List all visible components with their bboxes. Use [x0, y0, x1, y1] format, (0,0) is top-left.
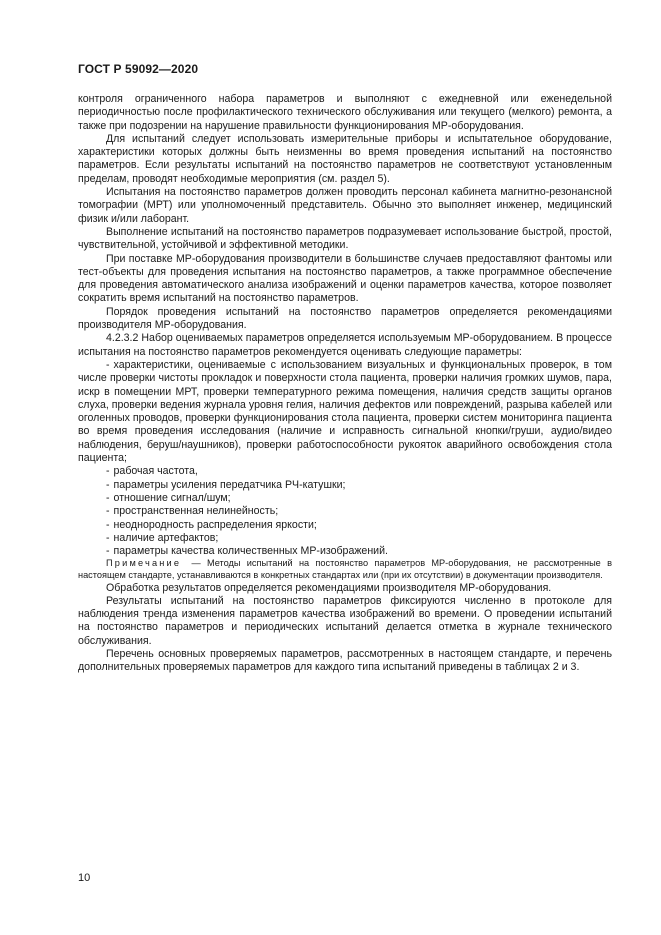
list-item — [78, 479, 612, 492]
paragraph: При поставке МР-оборудования производители в большинстве случаев предоставляют фантомы или тест-объекты для проведения испытания на постоянство параметров, а также программное обеспечение для проведения автоматического анализа изображений и оценки параметров качества, которое позволяет сократить время испытаний на постоянство параметров. — [78, 252, 612, 305]
document-body — [78, 93, 612, 675]
paragraph: контроля ограниченного набора параметров и выполняют с ежедневной или еженедельной периодичностью после профилактического технического обслуживания или текущего (мелкого) ремонта, а также при подозрении на нарушение правильности функционирования МР-оборудования. — [78, 93, 612, 132]
page-number: 10 — [78, 872, 91, 884]
list-item-text: параметры качества количественных МР-изображений. — [113, 545, 388, 558]
list-item-text: отношение сигнал/шум; — [113, 491, 231, 504]
paragraph: Для испытаний следует использовать измерительные приборы и испытательное оборудование, характеристики которых должны быть неизменны во время проведения испытаний на постоянство параметров. Если результаты испытаний на постоянство параметров не соответствуют установленным пределам, проводят необходимые мероприятия (см. раздел 5). — [78, 132, 612, 185]
list-item — [78, 492, 612, 505]
clause-4-2-3-2: 4.2.3.2 Набор оцениваемых параметров определяется используемым МР-оборудованием. В процессе испытания на постоянство параметров рекомендуется оценивать следующие параметры: — [78, 332, 612, 358]
list-dash: - — [106, 491, 110, 504]
parameter-list — [78, 359, 612, 558]
list-item-text: рабочая частота, — [113, 465, 198, 478]
list-dash: - — [106, 465, 110, 478]
paragraph: Порядок проведения испытаний на постоянство параметров определяется рекомендациями производителя МР-оборудования. — [78, 305, 612, 332]
list-dash: - — [106, 518, 110, 531]
list-item — [78, 519, 612, 532]
list-item-text: характеристики, оцениваемые с использованием визуальных и функциональных проверок, в том числе проверки чистоты прокладок и поверхности стола пациента, проверки наличия громких шумов, пара, искр в помещении МРТ, проверки температурного режима помещения, наличия средств защиты органов слуха, проверки ведения журнала уровня гелия, наличия дефектов или повреждений, разрыва кабелей или оголенных проводов, проверки функционирования стола пациента, проверки систем мониторинга пациента во время проведения исследования (наличие и исправность сигнальной кнопки/груши, аудио/видео наблюдения, беруш/наушников), проверки работоспособности рукояток аварийного освобождения стола пациента; — [78, 358, 612, 465]
list-dash: - — [106, 358, 110, 371]
paragraph: Выполнение испытаний на постоянство параметров подразумевает использование быстрой, простой, чувствительной, устойчивой и эффективной методики. — [78, 225, 612, 252]
list-dash: - — [106, 545, 110, 558]
paragraph: Результаты испытаний на постоянство параметров фиксируются численно в протоколе для наблюдения тренда изменения параметров качества изображений во времени. О проведении испытаний на постоянство параметров и периодических испытаний делается отметка в журнале технического обслуживания. — [78, 594, 612, 647]
paragraph: Обработка результатов определяется рекомендациями производителя МР-оборудования. — [106, 581, 552, 594]
paragraph: Перечень основных проверяемых параметров, рассмотренных в настоящем стандарте, и перечень дополнительных проверяемых параметров для каждого типа испытаний приведены в таблицах 2 и 3. — [78, 648, 612, 674]
list-item-text: параметры усиления передатчика РЧ-катушки; — [113, 478, 346, 491]
note-text: Методы испытаний на постоянство параметров МР-оборудования, не рассмотренные в настоящем стандарте, устанавливаются в конкретных стандартах или (при их отсутствии) в документации производителя. — [78, 558, 612, 580]
list-dash: - — [106, 531, 110, 544]
note — [78, 558, 612, 581]
list-item — [78, 545, 612, 558]
list-item-text: неоднородность распределения яркости; — [113, 518, 317, 531]
list-item-text: пространственная нелинейность; — [113, 505, 279, 518]
note-dash: — — [191, 558, 201, 569]
list-item — [78, 505, 612, 518]
list-dash: - — [106, 478, 110, 491]
list-item — [78, 359, 612, 465]
document-header: ГОСТ Р 59092—2020 — [78, 62, 199, 76]
paragraph: Испытания на постоянство параметров должен проводить персонал кабинета магнитно-резонансной томографии (МРТ) или уполномоченный представитель. Обычно это выполняет инженер, медицинский физик и/или лаборант. — [78, 186, 612, 225]
list-dash: - — [106, 505, 110, 518]
note-label: Примечание — [106, 558, 182, 569]
list-item — [78, 532, 612, 545]
list-item-text: наличие артефактов; — [113, 531, 219, 544]
list-item — [78, 465, 612, 478]
